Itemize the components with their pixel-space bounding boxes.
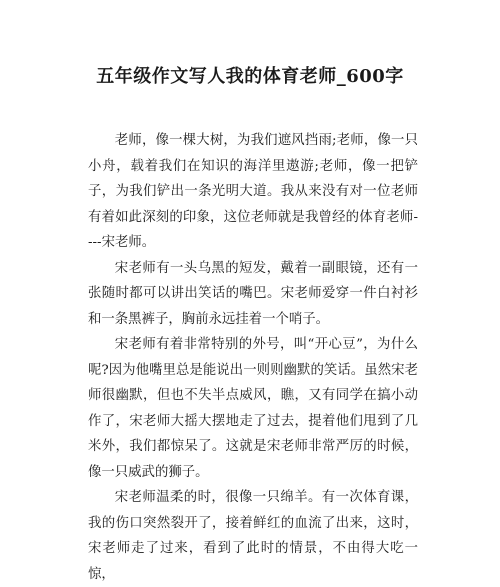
document-title: 五年级作文写人我的体育老师_600字 [96,66,404,87]
paragraph-2: 宋老师有一头乌黑的短发，戴着一副眼镜，还有一张随时都可以讲出笑话的嘴巴。宋老师爱穿一件白衬衫和一条黑裤子，胸前永远挂着一个哨子。 [88,260,418,327]
paragraph-1: 老师，像一棵大树，为我们遮风挡雨;老师，像一只小舟，载着我们在知识的海洋里遨游;老师，像一把铲子，为我们铲出一条光明大道。我从来没有对一位老师有着如此深刻的印象，这位老师就是我曾经的体育老师----宋老师。 [88,133,418,250]
document-body [88,128,418,587]
paragraph-4: 宋老师温柔的时，很像一只绵羊。有一次体育课，我的伤口突然裂开了，接着鲜红的血流了出来，这时，宋老师走了过来，看到了此时的情景，不由得大吃一惊， [88,490,418,582]
paragraph-3: 宋老师有着非常特别的外号，叫“开心豆”，为什么呢?因为他嘴里总是能说出一则则幽默的笑话。虽然宋老师很幽默，但也不失半点威风，瞧，又有同学在搞小动作了，宋老师大摇大摆地走了过去，提着他们甩到了几米外，我们都惊呆了。这就是宋老师非常严厉的时候，像一只威武的狮子。 [88,337,418,480]
